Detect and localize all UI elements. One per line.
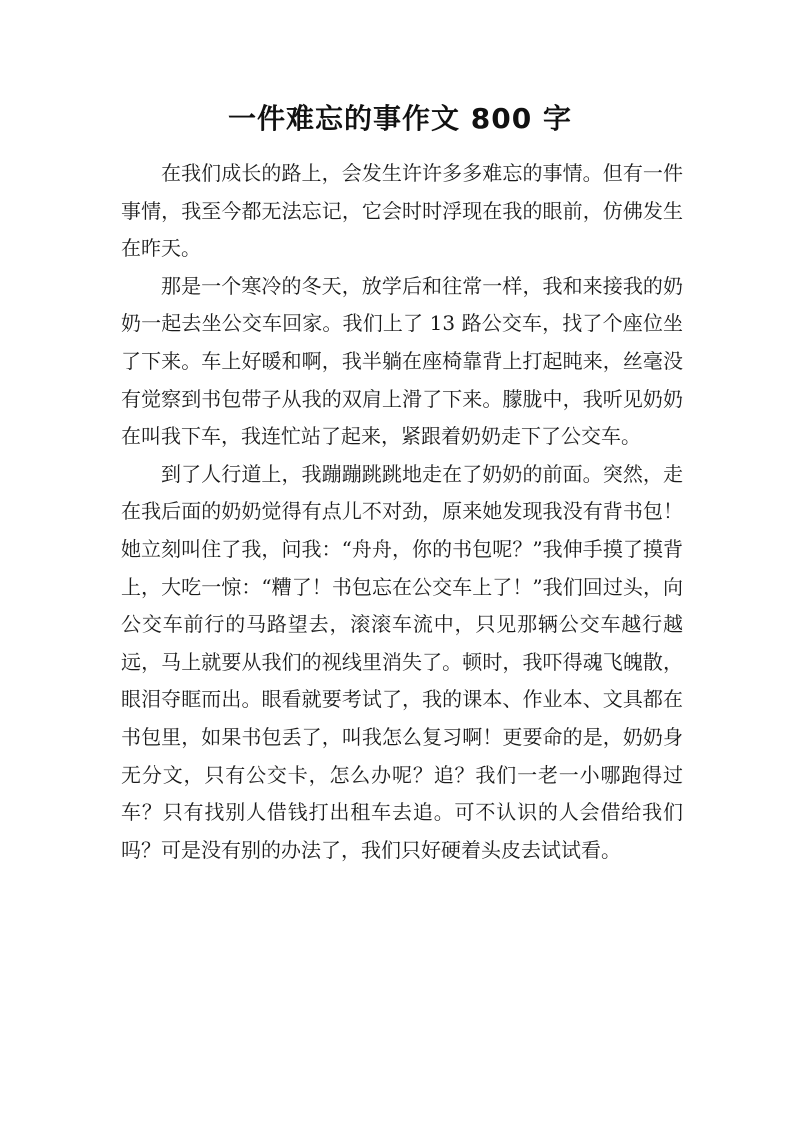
paragraph-2: 那是一个寒冷的冬天，放学后和往常一样，我和来接我的奶奶一起去坐公交车回家。我们上了 13 路公交车，找了个座位坐了下来。车上好暖和啊，我半躺在座椅靠背上打起盹来，丝毫没有觉察到书包带子从我的双肩上滑了下来。朦胧中，我听见奶奶在叫我下车，我连忙站了起来，紧跟着奶奶走下了公交车。: [121, 273, 683, 449]
document-body: [121, 155, 683, 869]
paragraph-3: 到了人行道上，我蹦蹦跳跳地走在了奶奶的前面。突然，走在我后面的奶奶觉得有点儿不对劲，原来她发现我没有背书包！她立刻叫住了我，问我：“舟舟，你的书包呢？”我伸手摸了摸背上，大吃一惊：“糟了！书包忘在公交车上了！”我们回过头，向公交车前行的马路望去，滚滚车流中，只见那辆公交车越行越远，马上就要从我们的视线里消失了。顿时，我吓得魂飞魄散，眼泪夺眶而出。眼看就要考试了，我的课本、作业本、文具都在书包里，如果书包丢了，叫我怎么复习啊！更要命的是，奶奶身无分文，只有公交卡，怎么办呢？追？我们一老一小哪跑得过车？只有找别人借钱打出租车去追。可不认识的人会借给我们吗？可是没有别的办法了，我们只好硬着头皮去试试看。: [121, 461, 683, 862]
page-title: 一件难忘的事作文 800 字: [228, 102, 572, 135]
paragraph-1: 在我们成长的路上，会发生许许多多难忘的事情。但有一件事情，我至今都无法忘记，它会时时浮现在我的眼前，仿佛发生在昨天。: [121, 161, 683, 261]
